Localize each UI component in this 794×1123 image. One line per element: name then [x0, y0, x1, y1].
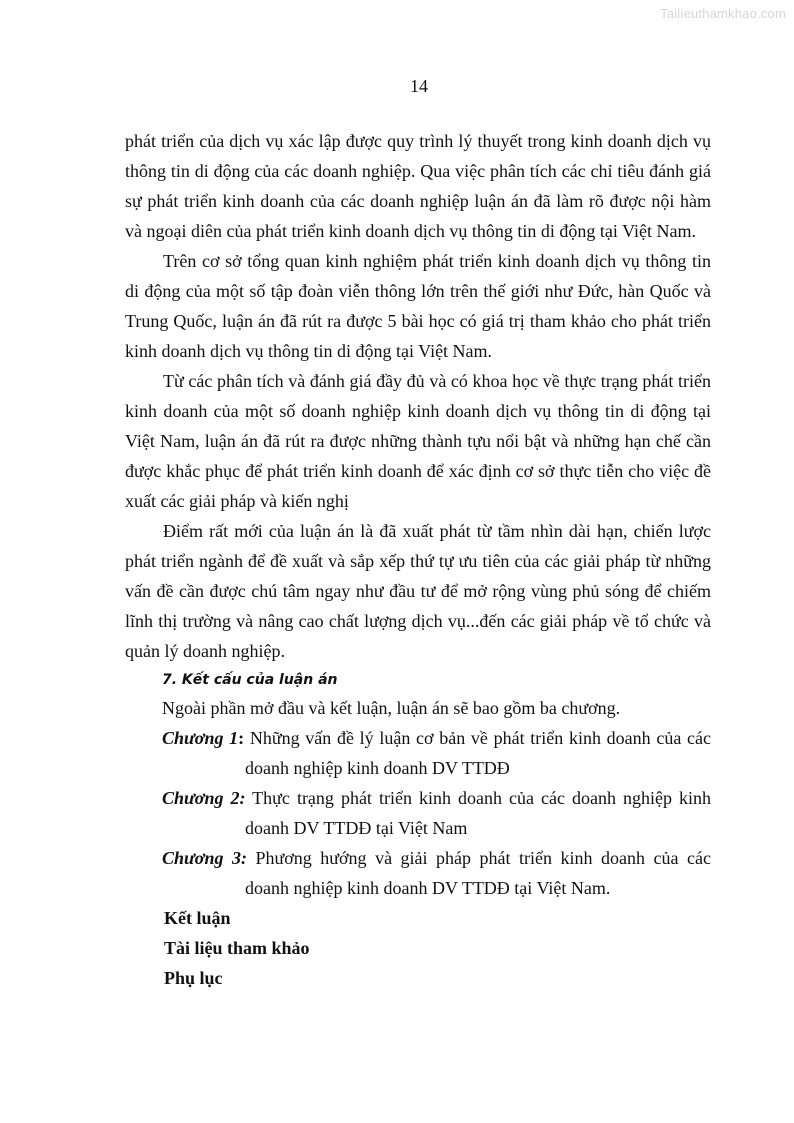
back-matter-references: Tài liệu tham khảo: [164, 938, 310, 958]
chapter-text: Phương hướng và giải pháp phát triển kinh doanh của các doanh nghiệp kinh doanh DV TTDĐ tại Việt Nam.: [245, 848, 711, 898]
paragraph: phát triển của dịch vụ xác lập được quy trình lý thuyết trong kinh doanh dịch vụ thông tin di động của các doanh nghiệp. Qua việc phân tích các chỉ tiêu đánh giá sự phát triển kinh doanh của các doanh nghiệp luận án đã làm rõ được nội hàm và ngoại diên của phát triển kinh doanh dịch vụ thông tin di động tại Việt Nam.: [125, 131, 711, 241]
watermark: Tailieuthamkhao.com: [660, 6, 786, 21]
section-heading: 7. Kết cấu của luận án: [162, 672, 338, 688]
chapter-colon: :: [238, 728, 245, 748]
paragraph: Từ các phân tích và đánh giá đầy đủ và có khoa học về thực trạng phát triển kinh doanh của một số doanh nghiệp kinh doanh dịch vụ thông tin di động tại Việt Nam, luận án đã rút ra được những thành tựu nổi bật và những hạn chế cần được khắc phục để phát triển kinh doanh để xác định cơ sở thực tiễn cho việc đề xuất các giải pháp và kiến nghị: [125, 371, 711, 511]
chapter-entry: [162, 723, 711, 783]
paragraph: Trên cơ sở tổng quan kinh nghiệm phát triển kinh doanh dịch vụ thông tin di động của một số tập đoàn viễn thông lớn trên thế giới như Đức, hàn Quốc và Trung Quốc, luận án đã rút ra được 5 bài học có giá trị tham khảo cho phát triển kinh doanh dịch vụ thông tin di động tại Việt Nam.: [125, 251, 711, 361]
chapter-text: Những vấn đề lý luận cơ bản về phát triển kinh doanh của các doanh nghiệp kinh doanh DV TTDĐ: [244, 728, 711, 778]
chapter-entry: [162, 783, 711, 843]
chapter-label: Chương 2:: [162, 788, 246, 808]
chapter-text: Thực trạng phát triển kinh doanh của các doanh nghiệp kinh doanh DV TTDĐ tại Việt Nam: [245, 788, 711, 838]
back-matter-conclusion: Kết luận: [164, 908, 231, 928]
page-number: 14: [410, 76, 428, 96]
chapter-label: Chương 3:: [162, 848, 247, 868]
back-matter-appendix: Phụ lục: [164, 968, 223, 988]
document-body: [125, 126, 711, 993]
section-intro: Ngoài phần mở đầu và kết luận, luận án sẽ bao gồm ba chương.: [162, 698, 621, 718]
chapter-label: Chương 1: [162, 728, 239, 748]
chapter-entry: [162, 843, 711, 903]
paragraph: Điểm rất mới của luận án là đã xuất phát từ tầm nhìn dài hạn, chiến lược phát triển ngành để đề xuất và sắp xếp thứ tự ưu tiên của các giải pháp từ những vấn đề cần được chú tâm ngay như đầu tư để mở rộng vùng phủ sóng để chiếm lĩnh thị trường và nâng cao chất lượng dịch vụ...đến các giải pháp về tổ chức và quản lý doanh nghiệp.: [125, 521, 711, 661]
